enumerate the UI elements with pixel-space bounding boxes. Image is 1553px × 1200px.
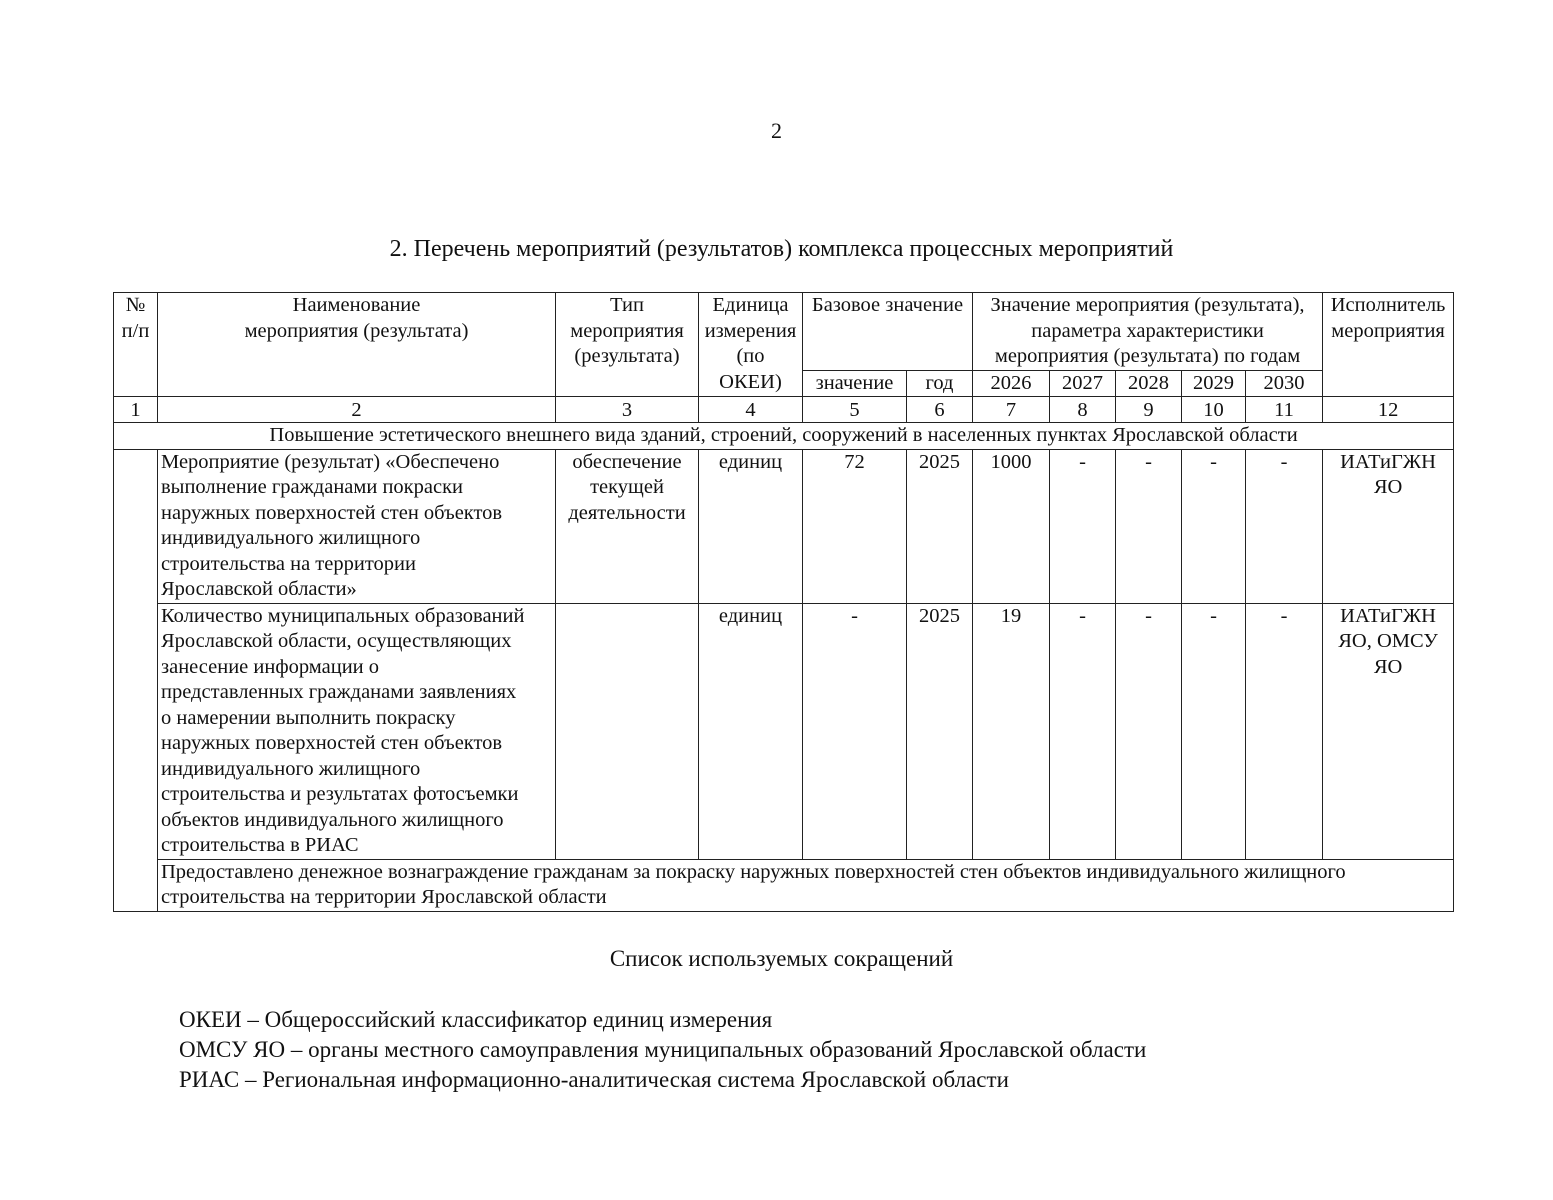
row-base-year: 2025 — [907, 449, 973, 603]
row-number-cell — [114, 449, 158, 911]
column-number: 11 — [1246, 397, 1323, 423]
header-values: Значение мероприятия (результата), параметра характеристики мероприятия (результата) по годам — [973, 293, 1323, 371]
row-name: Количество муниципальных образований Ярославской области, осуществляющих занесение информации о представленных гражданами заявлениях о намерении выполнить покраску наружных поверхностей стен объектов индивидуального жилищного строительства и результатах фотосъемки объектов индивидуального жилищного строительства в РИАС — [158, 603, 556, 859]
column-number: 8 — [1050, 397, 1116, 423]
column-number: 9 — [1116, 397, 1182, 423]
column-number: 10 — [1182, 397, 1246, 423]
abbreviations-list — [179, 1005, 1146, 1095]
header-year: 2026 — [973, 370, 1050, 397]
column-number: 5 — [803, 397, 907, 423]
header-year: 2027 — [1050, 370, 1116, 397]
row-value: - — [1116, 603, 1182, 859]
row-value: - — [1050, 449, 1116, 603]
column-number: 3 — [556, 397, 699, 423]
final-note: Предоставлено денежное вознаграждение гражданам за покраску наружных поверхностей стен объектов индивидуального жилищного строительства на территории Ярославской области — [158, 859, 1454, 911]
row-type: обеспечение текущей деятельности — [556, 449, 699, 603]
section-row — [114, 423, 1454, 450]
final-note-row — [114, 859, 1454, 911]
column-number: 12 — [1323, 397, 1454, 423]
row-value: - — [1182, 449, 1246, 603]
row-base-year: 2025 — [907, 603, 973, 859]
row-unit: единиц — [699, 449, 803, 603]
header-row — [114, 293, 1454, 371]
row-executor: ИАТиГЖН ЯО, ОМСУ ЯО — [1323, 603, 1454, 859]
header-year: 2028 — [1116, 370, 1182, 397]
header-year: 2029 — [1182, 370, 1246, 397]
table-row — [114, 603, 1454, 859]
row-value: - — [1050, 603, 1116, 859]
row-executor: ИАТиГЖН ЯО — [1323, 449, 1454, 603]
header-executor: Исполнитель мероприятия — [1323, 293, 1454, 397]
row-type — [556, 603, 699, 859]
header-name: Наименование мероприятия (результата) — [158, 293, 556, 397]
row-base-value: 72 — [803, 449, 907, 603]
row-value: - — [1116, 449, 1182, 603]
header-base-value: значение — [803, 370, 907, 397]
header-type: Тип мероприятия (результата) — [556, 293, 699, 397]
row-value: - — [1246, 603, 1323, 859]
header-unit: Единица измерения (по ОКЕИ) — [699, 293, 803, 397]
row-value: 1000 — [973, 449, 1050, 603]
events-table — [113, 292, 1454, 912]
row-value: - — [1246, 449, 1323, 603]
row-value: 19 — [973, 603, 1050, 859]
column-number: 6 — [907, 397, 973, 423]
row-unit: единиц — [699, 603, 803, 859]
column-number: 1 — [114, 397, 158, 423]
abbreviation-item: ОКЕИ – Общероссийский классификатор единиц измерения — [179, 1007, 773, 1032]
header-year: 2030 — [1246, 370, 1323, 397]
column-number: 4 — [699, 397, 803, 423]
section-title: 2. Перечень мероприятий (результатов) комплекса процессных мероприятий — [389, 236, 1174, 262]
row-name: Мероприятие (результат) «Обеспечено выполнение гражданами покраски наружных поверхностей стен объектов индивидуального жилищного строительства на территории Ярославской области» — [158, 449, 556, 603]
page-number: 2 — [771, 118, 782, 143]
section-row-title: Повышение эстетического внешнего вида зданий, строений, сооружений в населенных пунктах Ярославской области — [114, 423, 1454, 450]
column-number: 2 — [158, 397, 556, 423]
row-value: - — [1182, 603, 1246, 859]
table-row — [114, 449, 1454, 603]
abbreviation-item: ОМСУ ЯО – органы местного самоуправления муниципальных образований Ярославской области — [179, 1037, 1147, 1062]
header-base-year: год — [907, 370, 973, 397]
abbreviation-item: РИАС – Региональная информационно-аналитическая система Ярославской области — [179, 1067, 1009, 1092]
header-base: Базовое значение — [803, 293, 973, 371]
abbreviations-title: Список используемых сокращений — [609, 946, 954, 971]
column-number: 7 — [973, 397, 1050, 423]
row-base-value: - — [803, 603, 907, 859]
column-numbers-row — [114, 397, 1454, 423]
header-num: № п/п — [114, 293, 158, 397]
